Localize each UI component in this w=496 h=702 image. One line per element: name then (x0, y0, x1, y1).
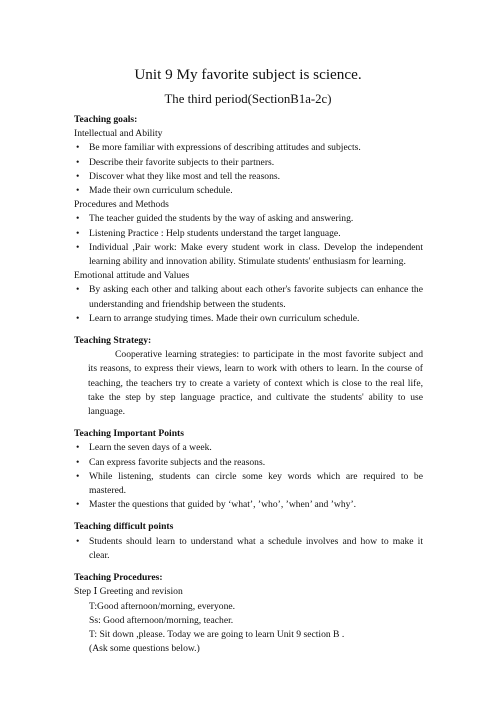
bullet-icon: • (76, 142, 80, 154)
bullet-icon: • (76, 470, 80, 482)
list-intellectual (74, 141, 423, 198)
bullet-icon: • (76, 213, 80, 225)
document-subtitle: The third period(SectionB1a-2c) (164, 92, 332, 106)
bullet-icon: • (76, 156, 80, 168)
list-emotional (74, 283, 423, 326)
heading-teaching-strategy: Teaching Strategy: (74, 335, 152, 347)
list-item: • Discover what they like most and tell the reasons. (74, 170, 423, 184)
bullet-icon: • (76, 170, 80, 182)
bullet-icon: • (76, 312, 80, 324)
heading-difficult-points: Teaching difficult points (74, 521, 174, 533)
document-body (74, 113, 423, 656)
bullet-icon: • (76, 284, 80, 296)
list-procedures (74, 212, 423, 269)
subheading-procedures: Procedures and Methods (74, 199, 169, 211)
heading-teaching-goals: Teaching goals: (74, 114, 138, 125)
dialogue-line: T:Good afternoon/morning, everyone. (89, 600, 236, 612)
bullet-icon: • (76, 241, 80, 253)
strategy-paragraph: Cooperative learning strategies: to participate in the most favorite subject and its reasons, to express their views, learn to work with others to learn. In the course of teaching, the teachers try to create a variety of context which is close to the real life, take the step by step language practice, and cultivate the students' ability to use language. (88, 349, 423, 418)
bullet-icon: • (76, 499, 80, 511)
bullet-icon: • (76, 535, 80, 547)
list-item: • Individual ,Pair work: Make every student work in class. Develop the independent learning ability and innovation ability. Stimulate students' enthusiasm for learning. (76, 241, 423, 268)
list-item: • Can express favorite subjects and the reasons. (74, 456, 423, 470)
list-item: • Listening Practice : Help students understand the target language. (74, 227, 423, 241)
bullet-icon: • (76, 227, 80, 239)
bullet-icon: • (76, 456, 80, 468)
bullet-icon: • (76, 185, 80, 197)
list-item: • Be more familiar with expressions of describing attitudes and subjects. (74, 141, 423, 155)
list-item: • Describe their favorite subjects to their partners. (74, 156, 423, 170)
list-important-points (74, 441, 423, 512)
list-item: • By asking each other and talking about each other's favorite subjects can enhance the understanding and friendship between the students. (76, 284, 423, 310)
dialogue-line: T: Sit down ,please. Today we are going to learn Unit 9 section B . (89, 628, 345, 640)
dialogue-line: Ss: Good afternoon/morning, teacher. (89, 614, 234, 626)
subheading-emotional: Emotional attitude and Values (74, 270, 190, 282)
list-difficult-points (74, 535, 423, 563)
bullet-icon: • (76, 442, 80, 454)
document-title: Unit 9 My favorite subject is science. (134, 66, 362, 83)
dialogue-line: (Ask some questions below.) (89, 643, 200, 655)
list-item: • Made their own curriculum schedule. (74, 184, 423, 198)
list-item: • Learn the seven days of a week. (74, 441, 423, 455)
list-item: • Learn to arrange studying times. Made their own curriculum schedule. (74, 312, 423, 326)
subheading-intellectual: Intellectual and Ability (74, 128, 163, 140)
list-item: • Students should learn to understand what a schedule involves and how to make it clear. (76, 535, 423, 561)
list-item: • While listening, students can circle some key words which are required to be mastered. (76, 470, 423, 497)
list-item: • The teacher guided the students by the way of asking and answering. (74, 212, 423, 226)
list-item: • Master the questions that guided by ‘what’, ’who’, ’when’ and ’why’. (74, 498, 423, 512)
heading-important-points: Teaching Important Points (74, 428, 184, 440)
step-heading: Step Ⅰ Greeting and revision (74, 586, 183, 598)
heading-teaching-procedures: Teaching Procedures: (74, 572, 163, 584)
